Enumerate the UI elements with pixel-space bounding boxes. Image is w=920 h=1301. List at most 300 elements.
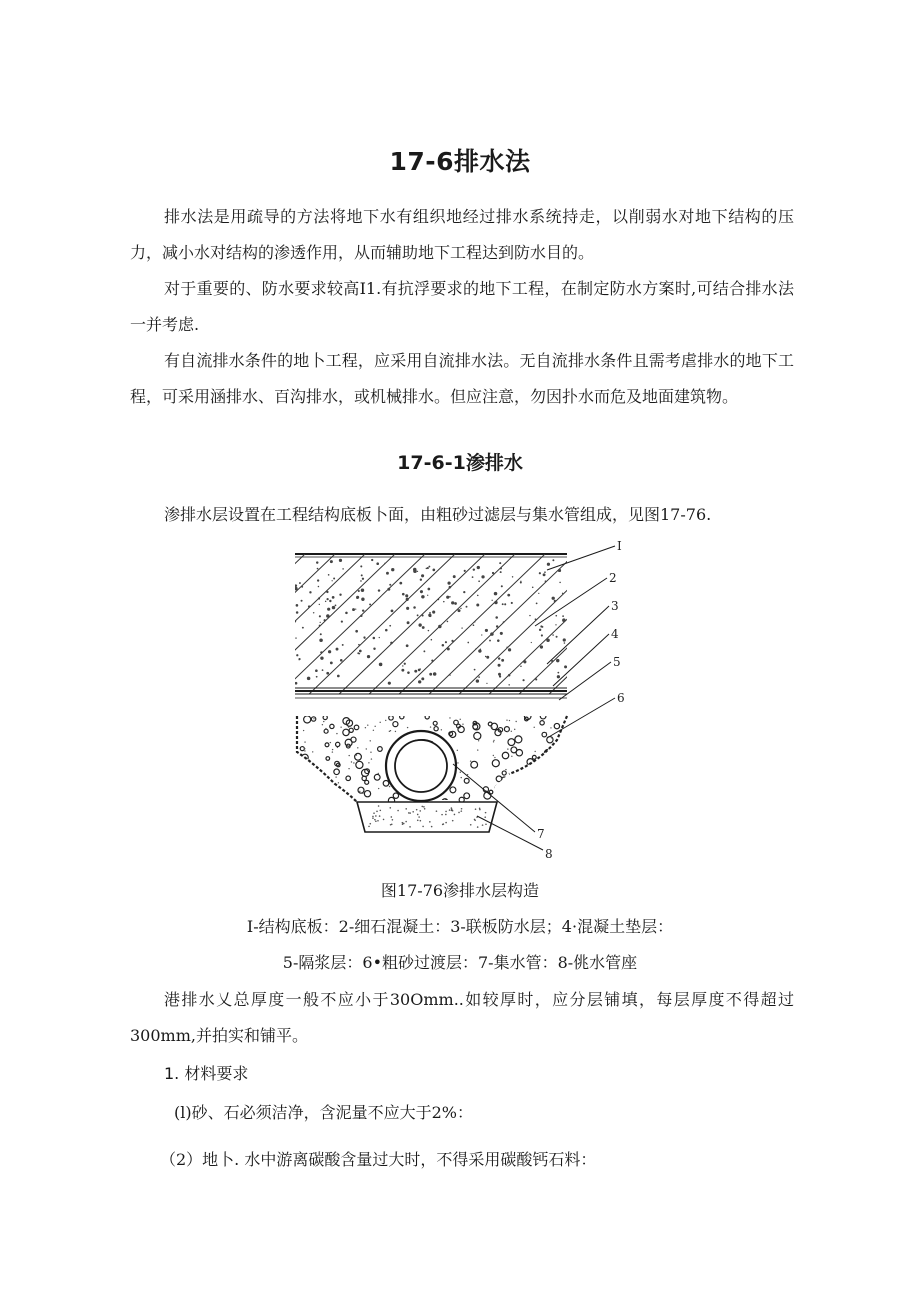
aggregate-dot xyxy=(536,603,538,605)
aggregate-dot xyxy=(299,659,300,660)
gravel-stone xyxy=(552,749,558,755)
aggregate-dot xyxy=(429,615,432,618)
gravel-stone xyxy=(545,761,549,765)
figure-caption: 图17-76渗排水层构造 xyxy=(380,881,540,900)
sand-dot xyxy=(506,719,507,720)
aggregate-dot xyxy=(429,673,432,676)
seat-dot xyxy=(392,819,394,821)
aggregate-dot xyxy=(556,659,559,662)
aggregate-dot xyxy=(463,591,465,593)
sand-dot xyxy=(319,803,320,804)
aggregate-dot xyxy=(474,621,475,622)
seat-dot xyxy=(454,814,456,816)
hatch-line xyxy=(285,554,425,698)
aggregate-dot xyxy=(557,675,560,678)
aggregate-dot xyxy=(352,608,355,611)
aggregate-dot xyxy=(466,606,468,608)
aggregate-dot xyxy=(542,626,544,628)
seat-dot xyxy=(449,809,451,811)
seat-dot xyxy=(375,815,377,817)
aggregate-dot xyxy=(557,672,559,674)
sand-dot xyxy=(304,750,305,751)
aggregate-dot xyxy=(294,587,297,590)
sand-dot xyxy=(357,747,358,748)
sand-dot xyxy=(507,731,508,732)
aggregate-dot xyxy=(500,571,502,573)
gravel-stone xyxy=(300,808,305,813)
gravel-stone xyxy=(323,780,330,787)
sand-dot xyxy=(378,788,379,789)
sand-dot xyxy=(305,793,306,794)
sand-dot xyxy=(510,790,511,791)
gravel-stone xyxy=(495,785,499,789)
aggregate-dot xyxy=(406,644,409,647)
aggregate-dot xyxy=(357,652,359,654)
seat-dot xyxy=(397,810,399,812)
sand-dot xyxy=(368,762,369,763)
aggregate-dot xyxy=(316,676,318,678)
aggregate-dot xyxy=(535,678,537,680)
aggregate-dot xyxy=(405,594,408,597)
seat-dot xyxy=(479,809,481,811)
gravel-stone xyxy=(544,749,551,756)
aggregate-dot xyxy=(328,574,330,576)
sand-dot xyxy=(531,799,532,800)
aggregate-dot xyxy=(309,591,311,593)
aggregate-dot xyxy=(451,640,453,642)
seat-dot xyxy=(443,823,445,825)
sand-dot xyxy=(362,793,363,794)
aggregate-dot xyxy=(406,598,409,601)
aggregate-dot xyxy=(361,598,364,601)
gravel-stone xyxy=(345,795,351,801)
aggregate-dot xyxy=(296,611,299,614)
sand-dot xyxy=(461,777,462,778)
aggregate-dot xyxy=(337,675,340,678)
aggregate-dot xyxy=(326,591,328,593)
sand-dot xyxy=(314,807,315,808)
seat-dot xyxy=(431,826,433,828)
aggregate-dot xyxy=(489,640,491,642)
aggregate-dot xyxy=(340,659,343,662)
aggregate-dot xyxy=(564,642,566,644)
aggregate-dot xyxy=(391,568,394,571)
seat-dot xyxy=(422,826,424,828)
seat-dot xyxy=(408,812,410,814)
aggregate-dot xyxy=(499,562,501,564)
aggregate-dot xyxy=(313,612,314,613)
aggregate-dot xyxy=(322,669,324,671)
gravel-stone xyxy=(347,803,353,809)
seat-dot xyxy=(424,808,426,810)
aggregate-dot xyxy=(379,663,383,667)
aggregate-dot xyxy=(332,596,335,599)
aggregate-dot xyxy=(486,683,487,684)
aggregate-dot xyxy=(296,604,299,607)
aggregate-dot xyxy=(407,621,410,624)
aggregate-dot xyxy=(552,597,555,600)
aggregate-dot xyxy=(478,676,480,678)
aggregate-dot xyxy=(531,642,532,643)
sand-dot xyxy=(348,768,349,769)
seat-dot xyxy=(419,810,421,812)
aggregate-dot xyxy=(498,664,501,667)
sand-dot xyxy=(379,722,380,723)
waterproof-layers xyxy=(295,688,567,698)
aggregate-dot xyxy=(428,566,430,568)
aggregate-dot xyxy=(390,642,393,645)
seat-dot xyxy=(372,817,374,819)
sand-dot xyxy=(332,749,333,750)
aggregate-dot xyxy=(362,578,364,580)
aggregate-dot xyxy=(501,659,504,662)
seat-dot xyxy=(475,808,477,810)
sand-dot xyxy=(502,791,503,792)
seat-dot xyxy=(409,812,411,814)
aggregate-dot xyxy=(494,592,498,596)
seat-dot xyxy=(377,820,379,822)
aggregate-dot xyxy=(432,569,435,572)
sand-dot xyxy=(370,740,371,741)
gravel-stone xyxy=(507,803,513,809)
gravel-stone xyxy=(299,795,306,802)
seat-dot xyxy=(409,826,411,828)
seat-dot xyxy=(452,810,454,812)
aggregate-dot xyxy=(449,586,452,589)
aggregate-dot xyxy=(301,600,303,602)
aggregate-dot xyxy=(532,587,534,589)
aggregate-dot xyxy=(299,582,301,584)
aggregate-dot xyxy=(413,568,417,572)
gravel-stone xyxy=(298,789,304,795)
seat-dot xyxy=(423,806,425,808)
sand-dot xyxy=(449,717,450,718)
aggregate-dot xyxy=(319,625,321,627)
sand-dot xyxy=(511,756,512,757)
aggregate-dot xyxy=(498,673,501,676)
sand-dot xyxy=(563,793,564,794)
gravel-stone xyxy=(346,806,350,810)
seat-dot xyxy=(405,808,407,810)
sand-dot xyxy=(303,730,304,731)
seat-dot xyxy=(383,819,385,821)
aggregate-dot xyxy=(360,580,362,582)
aggregate-dot xyxy=(535,618,537,620)
sand-dot xyxy=(551,738,552,739)
seat-dot xyxy=(474,819,476,821)
sand-dot xyxy=(494,757,495,758)
gravel-stone xyxy=(301,793,306,798)
aggregate-dot xyxy=(547,563,550,566)
label-7: 7 xyxy=(537,827,545,841)
gravel-stone xyxy=(532,807,536,811)
sand-dot xyxy=(389,786,390,787)
seat-dot xyxy=(417,819,419,821)
gravel-stone xyxy=(542,781,546,785)
aggregate-dot xyxy=(496,625,498,627)
aggregate-dot xyxy=(554,600,556,602)
aggregate-dot xyxy=(332,606,335,609)
aggregate-dot xyxy=(407,671,410,674)
aggregate-dot xyxy=(544,571,546,573)
aggregate-dot xyxy=(442,644,445,647)
aggregate-dot xyxy=(449,674,450,675)
aggregate-dot xyxy=(315,669,318,672)
sand-dot xyxy=(348,726,349,727)
sand-dot xyxy=(310,763,311,764)
gravel-stone xyxy=(546,783,553,790)
aggregate-dot xyxy=(325,601,326,602)
seat-dot xyxy=(445,811,447,813)
aggregate-dot xyxy=(555,624,556,625)
seat-dot xyxy=(369,823,371,825)
sand-dot xyxy=(501,778,502,779)
gravel-stone xyxy=(534,790,540,796)
seat-dot xyxy=(482,824,484,826)
aggregate-dot xyxy=(506,646,508,648)
aggregate-dot xyxy=(335,604,337,606)
sand-dot xyxy=(535,784,536,785)
aggregate-dot xyxy=(504,603,506,605)
sand-dot xyxy=(322,724,323,725)
label-1: I xyxy=(617,539,622,553)
sand-dot xyxy=(353,762,354,763)
aggregate-dot xyxy=(447,648,450,651)
aggregate-dot xyxy=(326,598,328,600)
aggregate-dot xyxy=(476,604,479,607)
seat-dot xyxy=(402,823,404,825)
gravel-stone xyxy=(305,775,309,779)
aggregate-dot xyxy=(454,602,457,605)
sand-dot xyxy=(558,753,559,754)
aggregate-dot xyxy=(301,586,303,588)
sand-dot xyxy=(313,718,314,719)
sand-dot xyxy=(545,784,546,785)
aggregate-dot xyxy=(522,679,524,681)
aggregate-dot xyxy=(389,625,391,627)
aggregate-dot xyxy=(336,648,339,651)
aggregate-dot xyxy=(498,657,500,659)
seat-dot xyxy=(368,826,370,828)
sand-dot xyxy=(534,727,535,728)
aggregate-dot xyxy=(501,585,503,587)
aggregate-dot xyxy=(318,586,320,588)
sand-dot xyxy=(546,732,547,733)
aggregate-dot xyxy=(438,599,439,600)
aggregate-dot xyxy=(342,644,344,646)
hatch-line xyxy=(305,554,455,698)
gravel-stone xyxy=(536,808,541,813)
aggregate-dot xyxy=(421,595,424,598)
sand-dot xyxy=(356,754,357,755)
label-3: 3 xyxy=(611,599,619,613)
aggregate-dot xyxy=(307,677,311,681)
seat-dot xyxy=(374,819,376,821)
aggregate-dot xyxy=(339,594,341,596)
seat-dot xyxy=(485,812,487,814)
aggregate-dot xyxy=(317,568,319,570)
sand-dot xyxy=(371,758,372,759)
aggregate-dot xyxy=(320,656,323,659)
gravel-stone xyxy=(527,791,531,795)
aggregate-dot xyxy=(556,636,558,638)
sand-dot xyxy=(367,724,368,725)
seat-dot xyxy=(379,815,381,817)
aggregate-dot xyxy=(503,621,505,623)
aggregate-dot xyxy=(539,572,541,574)
aggregate-dot xyxy=(295,637,296,638)
aggregate-dot xyxy=(475,648,476,649)
aggregate-dot xyxy=(345,612,348,615)
label-6: 6 xyxy=(617,691,625,705)
sand-dot xyxy=(491,727,492,728)
seat-dot xyxy=(418,816,420,818)
gravel-stone xyxy=(331,799,335,803)
gravel-stone xyxy=(311,777,317,783)
aggregate-dot xyxy=(540,645,543,648)
sand-dot xyxy=(532,770,533,771)
aggregate-dot xyxy=(358,644,360,646)
aggregate-dot xyxy=(367,655,370,658)
gravel-stone xyxy=(559,757,566,764)
sand-dot xyxy=(460,719,461,720)
sand-dot xyxy=(395,731,396,732)
intro-paragraph-2: 对于重要的、防水要求较高I1.有抗浮要求的地下工程，在制定防水方案时,可结合排水法一并考虑. xyxy=(130,279,794,334)
aggregate-dot xyxy=(457,609,460,612)
aggregate-dot xyxy=(422,614,424,616)
seat-dot xyxy=(485,823,487,825)
aggregate-dot xyxy=(566,561,567,562)
sand-dot xyxy=(457,750,458,751)
sand-dot xyxy=(563,767,564,768)
aggregate-dot xyxy=(428,630,429,631)
seat-dot xyxy=(391,816,393,818)
aggregate-dot xyxy=(421,677,424,680)
aggregate-dot xyxy=(445,641,447,643)
aggregate-dot xyxy=(373,637,376,640)
seat-dot xyxy=(477,826,479,828)
aggregate-dot xyxy=(559,582,561,584)
sand-dot xyxy=(534,751,535,752)
aggregate-dot xyxy=(319,615,321,617)
aggregate-dot xyxy=(317,579,319,581)
aggregate-dot xyxy=(429,612,431,614)
gravel-stone xyxy=(532,782,538,788)
aggregate-dot xyxy=(499,675,501,677)
sand-dot xyxy=(340,726,341,727)
aggregate-dot xyxy=(341,620,343,622)
sand-dot xyxy=(338,782,339,783)
aggregate-dot xyxy=(320,633,322,635)
sand-dot xyxy=(359,791,360,792)
aggregate-dot xyxy=(421,574,424,577)
seat-dot xyxy=(373,812,375,814)
materials-title: 1. 材料要求 xyxy=(164,1064,249,1083)
sand-dot xyxy=(337,747,338,748)
gravel-stone xyxy=(297,779,302,784)
label-2: 2 xyxy=(609,571,617,585)
aggregate-dot xyxy=(474,669,476,671)
hatch-line xyxy=(285,554,305,698)
seat-dot xyxy=(441,814,443,816)
seepage-drainage-diagram xyxy=(285,538,645,866)
aggregate-dot xyxy=(371,559,373,561)
aggregate-dot xyxy=(453,575,456,578)
seat-dot xyxy=(484,816,486,818)
aggregate-dot xyxy=(360,565,362,567)
section-heading: 17-6排水法 xyxy=(389,147,531,176)
aggregate-dot xyxy=(494,601,497,604)
sand-dot xyxy=(493,755,494,756)
sand-dot xyxy=(320,777,321,778)
intro-paragraph-3: 有自流排水条件的地卜工程，应采用自流排水法。无自流排水条件且需考虐排水的地下工程，可采用涵排水、百沟排水，或机械排水。但应注意，勿因扑水而危及地面建筑物。 xyxy=(130,351,794,406)
aggregate-dot xyxy=(326,614,330,618)
aggregate-dot xyxy=(378,589,380,591)
sand-dot xyxy=(349,755,350,756)
gravel-stone xyxy=(321,801,328,808)
aggregate-dot xyxy=(539,629,541,631)
aggregate-dot xyxy=(361,589,364,592)
sand-dot xyxy=(325,728,326,729)
aggregate-dot xyxy=(391,609,394,612)
sand-dot xyxy=(430,726,431,727)
aggregate-dot xyxy=(319,638,323,642)
aggregate-dot xyxy=(294,620,296,622)
seat-dot xyxy=(375,820,377,822)
aggregate-dot xyxy=(369,603,371,605)
sand-dot xyxy=(378,773,379,774)
sand-dot xyxy=(316,796,317,797)
aggregate-dot xyxy=(360,615,362,617)
sand-dot xyxy=(344,799,345,800)
aggregate-dot xyxy=(302,627,304,629)
collecting-pipe xyxy=(386,731,456,801)
sand-dot xyxy=(312,751,313,752)
aggregate-dot xyxy=(386,572,389,575)
aggregate-dot xyxy=(432,611,435,614)
aggregate-dot xyxy=(356,597,358,599)
hatch-line xyxy=(285,554,395,698)
seat-dot xyxy=(420,820,422,822)
sand-dot xyxy=(515,790,516,791)
sand-dot xyxy=(493,740,494,741)
sand-dot xyxy=(374,726,375,727)
gravel-stone xyxy=(547,769,553,775)
seat-dot xyxy=(436,810,438,812)
aggregate-dot xyxy=(562,618,566,622)
aggregate-dot xyxy=(492,572,494,574)
sand-dot xyxy=(515,721,516,722)
sand-dot xyxy=(298,776,299,777)
sand-dot xyxy=(306,766,307,767)
aggregate-dot xyxy=(467,642,469,644)
seat-dot xyxy=(412,811,414,813)
seat-dot xyxy=(451,809,453,811)
seat-dot xyxy=(402,822,404,824)
aggregate-dot xyxy=(417,614,419,616)
aggregate-dot xyxy=(358,590,360,592)
gravel-stone xyxy=(505,802,509,806)
gravel-stone xyxy=(299,793,305,799)
sand-dot xyxy=(336,733,337,734)
sand-dot xyxy=(317,795,318,796)
aggregate-dot xyxy=(552,559,554,561)
aggregate-dot xyxy=(431,639,433,641)
aggregate-dot xyxy=(523,660,526,663)
sand-dot xyxy=(332,751,333,752)
aggregate-dot xyxy=(431,660,433,662)
diagram-svg xyxy=(285,538,645,866)
